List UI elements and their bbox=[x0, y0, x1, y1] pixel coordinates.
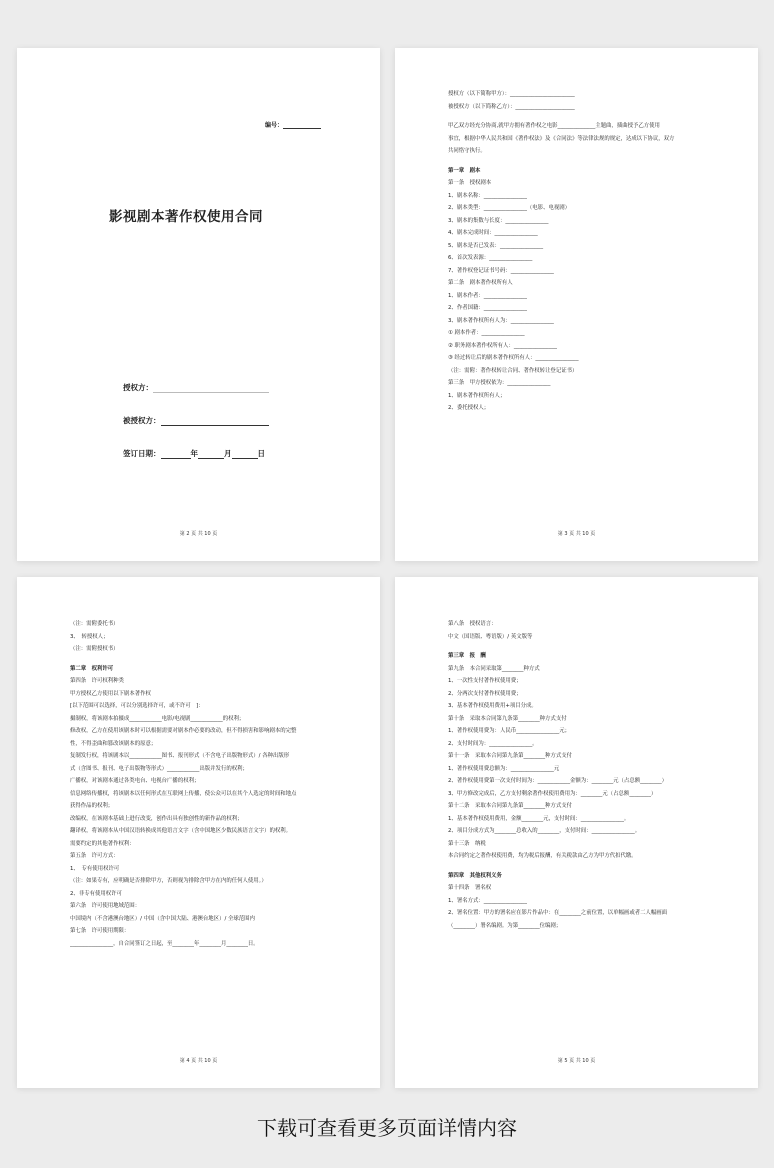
sign-date-label: 签订日期： bbox=[123, 449, 161, 458]
text-line: 第一条 授权剧本 bbox=[448, 180, 492, 186]
year-label: 年 bbox=[190, 449, 198, 458]
page-body bbox=[70, 618, 328, 950]
text-line: 6、首次发表源：________________ bbox=[448, 255, 533, 261]
chapter-heading: 第一章 剧本 bbox=[448, 167, 481, 174]
text-line: 1、著作权使用费为：人民币________________元； bbox=[448, 728, 571, 734]
grantee-field bbox=[123, 415, 269, 426]
text-line: （注：需附委托书） bbox=[70, 621, 119, 627]
text-line: 第九条 本合同采取第________种方式 bbox=[448, 665, 540, 672]
text-line: 第十三条 纳税 bbox=[448, 840, 486, 847]
text-line: ② 职务剧本著作权所有人：________________ bbox=[448, 342, 557, 349]
day-label: 日 bbox=[257, 449, 265, 458]
text-line: 复制发行权，将该剧本以____________图书、报刊形式（不含电子出版物形式）/ 各种出版形 bbox=[70, 753, 290, 759]
contract-title: 影视剧本著作权使用合同 bbox=[109, 209, 263, 225]
page-5 bbox=[395, 577, 758, 1088]
text-line: 2、非专有使用权许可 bbox=[70, 890, 122, 897]
text-line: 1、剧本著作权所有人； bbox=[448, 392, 506, 399]
text-line: 中国境内（不含港澳台地区）/ 中国（含中国大陆、港澳台地区）/ 全球范围内 bbox=[70, 915, 255, 922]
text-line: 需要约定的其他著作权利： bbox=[70, 840, 135, 847]
text-line: （注：如果专有，应明确是否排除甲方，否则视为排除含甲方在内的任何人使用。） bbox=[70, 878, 267, 884]
text-line: 3、 转授权人； bbox=[70, 633, 109, 640]
text-line: 2、署名位置：甲方的署名应在影片作品中：在________之前位置，以单幅画或者二人幅画面 bbox=[448, 910, 668, 916]
page-number: 第 5 页 共 10 页 bbox=[557, 1058, 596, 1064]
document-number-label: 编号： bbox=[265, 122, 284, 129]
text-line: 1、著作权使用费总额为：________________元 bbox=[448, 765, 560, 772]
text-line: 第八条 授权语言： bbox=[448, 621, 497, 627]
text-line: 甲方授权乙方使用以下剧本著作权 bbox=[70, 690, 151, 697]
text-line: 第七条 许可使用期限： bbox=[70, 928, 130, 934]
text-line: 第六条 许可使用地域范围： bbox=[70, 903, 141, 909]
grantee-label: 被授权方： bbox=[123, 416, 161, 425]
text-line: 3、甲方修改完成后，乙方支付剩余著作权使用费用为：________元（占总额________） bbox=[448, 790, 657, 797]
text-line: 第十四条 署名权 bbox=[448, 885, 492, 891]
page-body bbox=[448, 618, 706, 932]
text-line: ________________，自合同签订之日起，至________年________月________日。 bbox=[70, 940, 259, 947]
chapter-heading: 第三章 报 酬 bbox=[448, 653, 486, 659]
text-line: 5、剧本是否已发表：________________ bbox=[448, 242, 544, 249]
text-line: 1、一次性支付著作权使用费； bbox=[448, 678, 522, 684]
text-line: （注：需附授权书） bbox=[70, 646, 119, 652]
text-line: 1、剧本名称：________________ bbox=[448, 192, 527, 199]
download-caption: 下载可查看更多页面详情内容 bbox=[257, 1116, 517, 1140]
text-line: 中文（国语版、粤语版）/ 英文版等 bbox=[448, 633, 533, 640]
text-line: 第三条 甲方授权依为：________________ bbox=[448, 380, 551, 386]
chapter-heading: 第四章 其他权利义务 bbox=[448, 872, 502, 879]
text-line: 第十条 采取本合同第九条第________种方式支付 bbox=[448, 715, 567, 722]
text-line: 2、支付时间为：________________。 bbox=[448, 740, 538, 747]
page-number: 第 3 页 共 10 页 bbox=[557, 531, 596, 537]
grantor-field bbox=[123, 382, 269, 393]
text-line: 1、 专有使用权许可 bbox=[70, 865, 120, 872]
text-line: 2、分两次支付著作权使用费； bbox=[448, 690, 522, 697]
text-line: 1、基本著作权使用费用，金额________元，支付时间：________________。 bbox=[448, 815, 630, 822]
text-line: 摄制权，将该剧本拍摄成____________电影/电视剧____________的权利； bbox=[70, 715, 245, 722]
spacer bbox=[70, 656, 328, 663]
text-line: 本合同约定之著作权使用费，均为税后报酬，有关税款由乙方为甲方代扣代缴。 bbox=[448, 853, 637, 859]
text-line: 广播权，对该剧本通过各类电台、电视台广播的权利； bbox=[70, 778, 200, 784]
text-line: 性，不得歪曲和篡改该剧本的原意； bbox=[70, 740, 157, 747]
text-line: ③ 经过转让后的剧本著作权所有人：________________ bbox=[448, 355, 579, 361]
page-3 bbox=[395, 48, 758, 561]
text-line: （注：需附：著作权转让合同、著作权转让登记证书） bbox=[448, 367, 578, 374]
text-line: 2、项目分成方式为________总收入的________，支付时间：________________。 bbox=[448, 828, 641, 834]
chapter-heading: 第二章 权利许可 bbox=[70, 665, 114, 672]
text-line: ① 剧本作者：________________ bbox=[448, 330, 525, 336]
text-line: 7、著作权登记证书号码：________________ bbox=[448, 267, 554, 274]
text-line: 3、剧本的集数与长度：________________ bbox=[448, 217, 549, 224]
text-line: 翻译权，将该剧本从中国汉语转换成其他语言文字（含中国地区少数民族语言文字）的权利。 bbox=[70, 828, 292, 834]
page-body bbox=[448, 88, 706, 415]
text-line: （________）署名编剧。为第________位编剧； bbox=[448, 922, 562, 929]
text-line: 被授权方（以下简称乙方）：______________________ bbox=[448, 103, 575, 110]
text-line: 2、著作权使用费第一次支付时间为：____________金额为：________元（占总额________） bbox=[448, 778, 668, 784]
text-line: [以下范围可以选择，可以分别选择许可，或不许可 ]： bbox=[70, 703, 204, 709]
text-line: 第五条 许可方式： bbox=[70, 853, 119, 859]
text-line: 3、基本著作权使用费用+项目分成。 bbox=[448, 703, 537, 709]
text-line: 1、剧本作者：________________ bbox=[448, 292, 527, 299]
month-label: 月 bbox=[224, 449, 232, 458]
spacer bbox=[448, 113, 706, 120]
text-line: 第十二条 采取本合同第九条第________种方式支付 bbox=[448, 803, 572, 809]
text-line: 第二条 剧本著作权所有人 bbox=[448, 280, 513, 286]
grantor-label: 授权方： bbox=[123, 383, 153, 392]
text-line: 修改权，乙方在使用该剧本时可以根据需要对剧本作必要的改动，但不得损害和影响剧本的完整 bbox=[70, 728, 297, 734]
text-line: 信息网络传播权，将该剧本以任何形式在互联网上传播，使公众可以在其个人选定的时间和地点 bbox=[70, 790, 297, 797]
text-line: 第四条 许可权利种类 bbox=[70, 678, 124, 684]
text-line: 4、剧本完成时间：________________ bbox=[448, 230, 538, 236]
text-line: 2、剧本类型：________________（电影、电视剧） bbox=[448, 205, 571, 211]
text-line: 式（含图书、报刊、电子出版物等形式）____________出版并发行的权利； bbox=[70, 765, 248, 772]
text-line: 获得作品的权利； bbox=[70, 803, 114, 809]
text-line: 3、剧本著作权所有人为：________________ bbox=[448, 317, 554, 324]
spacer bbox=[448, 158, 706, 165]
page-4 bbox=[17, 577, 380, 1088]
page-number: 第 2 页 共 10 页 bbox=[179, 531, 218, 537]
text-line: 2、作者国籍：________________ bbox=[448, 305, 527, 311]
text-line: 1、署名方式：________________ bbox=[448, 897, 527, 904]
text-line: 改编权，在该剧本基础上进行改变，创作出具有独创性的新作品的权利； bbox=[70, 815, 243, 822]
document-number-field bbox=[265, 120, 321, 129]
text-line: 共同恪守执行。 bbox=[448, 148, 486, 154]
text-line: 第十一条 采取本合同第九条第________种方式支付 bbox=[448, 753, 572, 759]
page-number: 第 4 页 共 10 页 bbox=[179, 1058, 218, 1064]
text-line: 授权方（以下简称甲方）：________________________ bbox=[448, 91, 575, 97]
spacer bbox=[448, 863, 706, 870]
text-line: 甲乙双方经充分协商,就甲方拥有著作权之电影______________主题曲，插曲授予乙方使用 bbox=[448, 123, 660, 129]
sign-date-field bbox=[123, 448, 265, 459]
page-cover bbox=[17, 48, 380, 561]
text-line: 事宜，根据中华人民共和国《著作权法》及《合同法》等法律法规的规定，达成以下协议，双方 bbox=[448, 135, 675, 142]
text-line: 2、委托授权人； bbox=[448, 405, 490, 411]
spacer bbox=[448, 643, 706, 650]
